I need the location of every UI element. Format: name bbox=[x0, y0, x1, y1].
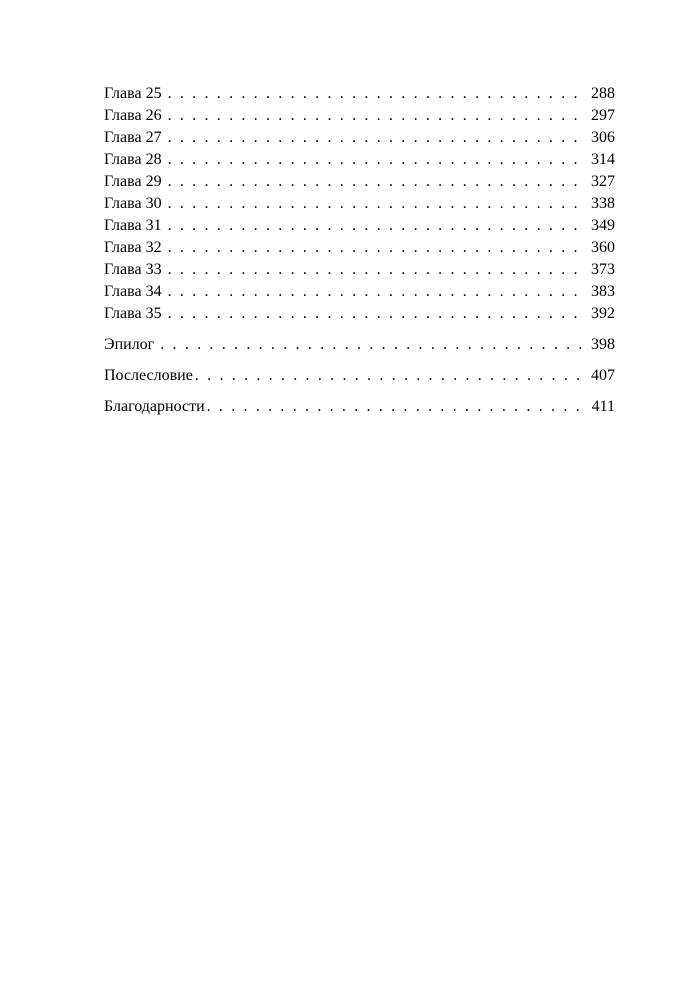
toc-entry-title: Послесловие bbox=[104, 367, 193, 384]
toc-entry-chapter-27[interactable] bbox=[104, 127, 615, 149]
toc-entry-page: 383 bbox=[591, 283, 615, 300]
toc-dot-leader bbox=[160, 334, 583, 356]
toc-entry-page: 314 bbox=[591, 151, 615, 168]
toc-dot-leader bbox=[168, 193, 583, 215]
toc-dot-leader bbox=[168, 237, 583, 259]
toc-dot-leader bbox=[168, 259, 583, 281]
toc-entry-page: 360 bbox=[591, 239, 615, 256]
toc-entry-afterword[interactable] bbox=[104, 365, 615, 387]
table-of-contents bbox=[104, 83, 615, 418]
toc-entry-title: Глава 28 bbox=[104, 151, 162, 168]
toc-entry-title: Глава 34 bbox=[104, 283, 162, 300]
toc-entry-page: 392 bbox=[591, 305, 615, 322]
toc-entry-chapter-31[interactable] bbox=[104, 215, 615, 237]
toc-dot-leader bbox=[168, 127, 583, 149]
toc-entry-title: Глава 25 bbox=[104, 85, 162, 102]
toc-entry-chapter-35[interactable] bbox=[104, 303, 615, 325]
toc-entry-page: 338 bbox=[591, 195, 615, 212]
toc-dot-leader bbox=[195, 365, 583, 387]
toc-entry-chapter-26[interactable] bbox=[104, 105, 615, 127]
toc-entry-acknowledgements[interactable] bbox=[104, 396, 615, 418]
toc-entry-chapter-34[interactable] bbox=[104, 281, 615, 303]
toc-entry-page: 327 bbox=[591, 173, 615, 190]
toc-entry-page: 411 bbox=[591, 398, 615, 415]
toc-entry-chapter-29[interactable] bbox=[104, 171, 615, 193]
toc-dot-leader bbox=[168, 303, 583, 325]
toc-dot-leader bbox=[168, 281, 583, 303]
toc-entry-chapter-33[interactable] bbox=[104, 259, 615, 281]
toc-entry-chapter-25[interactable] bbox=[104, 83, 615, 105]
toc-entry-chapter-32[interactable] bbox=[104, 237, 615, 259]
toc-entry-chapter-28[interactable] bbox=[104, 149, 615, 171]
toc-entry-title: Глава 35 bbox=[104, 305, 162, 322]
toc-entry-page: 297 bbox=[591, 107, 615, 124]
toc-entry-title: Благодарности bbox=[104, 398, 205, 415]
toc-entry-title: Глава 29 bbox=[104, 173, 162, 190]
toc-entry-chapter-30[interactable] bbox=[104, 193, 615, 215]
toc-dot-leader bbox=[168, 105, 583, 127]
toc-entry-page: 373 bbox=[591, 261, 615, 278]
toc-entry-page: 288 bbox=[591, 85, 615, 102]
toc-dot-leader bbox=[168, 149, 583, 171]
toc-entry-page: 349 bbox=[591, 217, 615, 234]
toc-entry-title: Глава 31 bbox=[104, 217, 162, 234]
toc-entry-page: 398 bbox=[591, 336, 615, 353]
toc-entry-title: Глава 32 bbox=[104, 239, 162, 256]
toc-entry-title: Глава 33 bbox=[104, 261, 162, 278]
toc-entry-page: 407 bbox=[591, 367, 615, 384]
toc-dot-leader bbox=[168, 171, 583, 193]
toc-dot-leader bbox=[168, 215, 583, 237]
toc-entry-title: Глава 30 bbox=[104, 195, 162, 212]
toc-dot-leader bbox=[168, 83, 583, 105]
toc-entry-epilogue[interactable] bbox=[104, 334, 615, 356]
toc-entry-title: Глава 27 bbox=[104, 129, 162, 146]
toc-entry-title: Глава 26 bbox=[104, 107, 162, 124]
toc-entry-page: 306 bbox=[591, 129, 615, 146]
toc-entry-title: Эпилог bbox=[104, 336, 155, 353]
toc-dot-leader bbox=[207, 396, 583, 418]
